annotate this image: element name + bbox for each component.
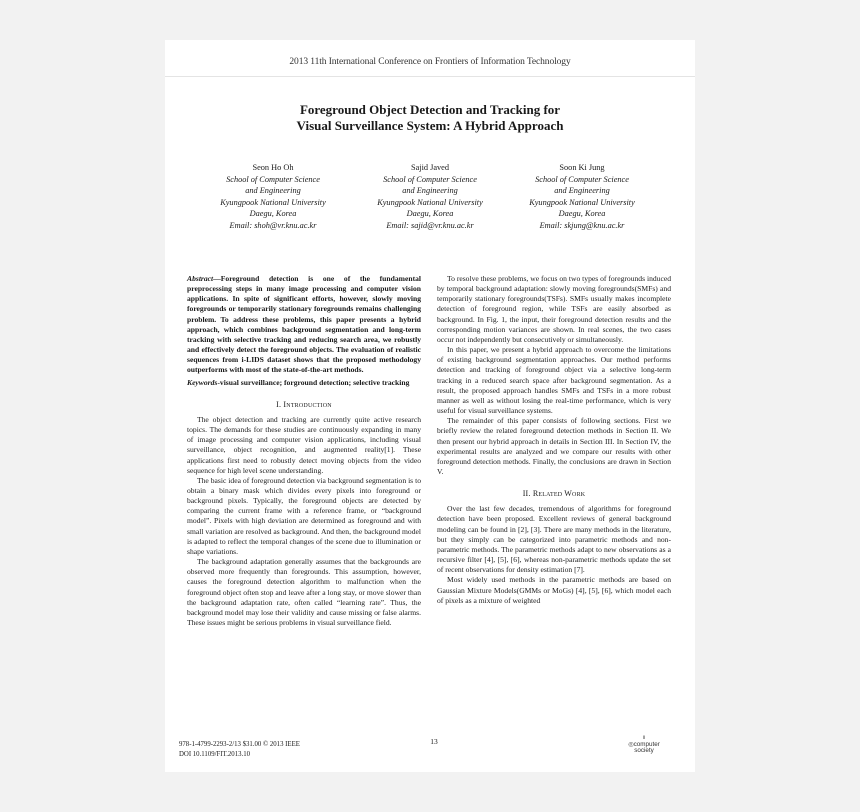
abstract-label: Abstract <box>187 274 214 283</box>
author-affiliation: Kyungpook National University <box>377 197 483 207</box>
author-location: Daegu, Korea <box>558 209 606 218</box>
footer-isbn: 978-1-4799-2293-2/13 $31.00 © 2013 IEEE <box>179 741 300 748</box>
logo-mark: ii <box>642 735 646 741</box>
author-affiliation: School of Computer Science <box>535 174 629 184</box>
author-affiliation: Kyungpook National University <box>529 197 635 207</box>
author-affiliation: and Engineering <box>402 186 458 195</box>
page-number: 13 <box>395 732 473 752</box>
author-name: Soon Ki Jung <box>559 163 605 172</box>
conference-header: 2013 11th International Conference on Frontiers of Information Technology <box>165 40 695 77</box>
paragraph: Over the last few decades, tremendous of algorithms for foreground detection have been proposed. Excellent reviews of general background modeling can be found in [2], [3]. There are many methods in the literature, but they simply can be categorized into parametric methods and non-parametric methods. The parametric methods adapt to new observations as a recursive filter [4], [5], [6], whereas non-parametric methods update the set of recent observations for density estimation [7]. <box>437 504 671 575</box>
logo-text: ◎computer <box>628 740 660 748</box>
paragraph: To resolve these problems, we focus on two types of foregrounds induced by temporal background adaptation: slowly moving foregrounds(SMFs) and temporarily stationary foregrounds(TSFs). SMFs usually makes incomplete detection of foreground region, while TSFs are easily absorbed as background. In Fig. 1, the input, their foreground detection results and the corresponding motion variances are shown. In real scenes, the two cases occur not independently but consecutively or simultaneously. <box>437 274 671 344</box>
logo-text: society <box>634 747 654 754</box>
author-email: Email: skjung@knu.ac.kr <box>539 220 625 230</box>
section-heading-related-work: II. Related Work <box>522 489 586 499</box>
paragraph: The basic idea of foreground detection via background segmentation is to obtain a binary mask which divides every pixels into foreground or background pixels. Typically, the foreground objects are detected by comparing the current frame with a reference frame, or “background model”. Pixels with high deviation are determined as foreground and with small variation are resolved as background. And then, the background model is adapted to reflect the temporal changes of the scene due to illumination or shape variations. <box>187 475 421 556</box>
footer-blank-box <box>556 732 606 762</box>
keywords-label: Keywords <box>187 377 218 387</box>
author-affiliation: Kyungpook National University <box>220 197 326 207</box>
author-affiliation: School of Computer Science <box>226 174 320 184</box>
computer-society-logo <box>619 732 669 762</box>
author-name: Sajid Javed <box>410 163 450 172</box>
section-heading-introduction: I. Introduction <box>276 399 332 409</box>
title-line-2: Visual Surveillance System: A Hybrid Approach <box>296 118 564 133</box>
author-location: Daegu, Korea <box>406 209 454 218</box>
footer-doi: DOI 10.1109/FIT.2013.10 <box>179 751 250 758</box>
paragraph: Most widely used methods in the parametric methods are based on Gaussian Mixture Models(GMMs or MoGs) [4], [5], [6], which model each of pixels as a mixture of weighted <box>437 575 671 605</box>
abstract-text: —Foreground detection is one of the fundamental preprocessing steps in many image processing and computer vision applications. In spite of significant efforts, however, slowly moving foregrounds or temporarily stationary foregrounds remains challenging problem. To address these problems, this paper presents a hybrid approach, which combines background segmentation and long-term tracking with selective tracking and reducing search area, we robustly and effectively detect the foreground objects. The evaluation of realistic sequences from i-LIDS dataset shows that the proposed methodology outperforms with most of the state-of-the-art methods. <box>187 274 421 375</box>
author-affiliation: and Engineering <box>554 186 610 195</box>
paragraph: The remainder of this paper consists of following sections. First we briefly review the related foreground detection methods in Section II. We then present our hybrid approach in details in Section III. In Section IV, the experimental results are analyzed and we compare our results with other foreground detection methods. Finally, the conclusions are drawn in Section V. <box>437 416 671 476</box>
footer-blank-box <box>493 732 541 762</box>
author-location: Daegu, Korea <box>249 209 297 218</box>
keywords-text: -visual surveillance; forground detection; selective tracking <box>217 377 410 387</box>
author-name: Seon Ho Oh <box>252 163 294 172</box>
title-line-1: Foreground Object Detection and Tracking for <box>299 102 561 117</box>
author-email: Email: sajid@vr.knu.ac.kr <box>386 220 474 230</box>
author-email: Email: shoh@vr.knu.ac.kr <box>229 220 317 230</box>
paragraph: In this paper, we present a hybrid approach to overcome the limitations of existing background segmentation approaches. Our method performs detection and tracking of foreground object via a selective long-term tracking in a reduced search space after background segmentation. As a result, the proposed approach handles SMFs and TSFs in a more robust manner as well as without losing the real-time performance, which is very useful for visual surveillance systems. <box>437 345 671 416</box>
paragraph: The background adaptation generally assumes that the backgrounds are observed more frequently than foregrounds. This assumption, however, causes the foreground detection algorithm to malfunction when the foreground object often stop and leave after a long stay, or move slower than the background adaptation rate, often called “learning rate”. Thus, the background model may lose their validity and cause missing or false alarms. These issues might be serious problems in visual surveillance field. <box>187 557 421 627</box>
author-affiliation: and Engineering <box>245 186 301 195</box>
footer-isbn-box <box>165 734 365 770</box>
page-footer <box>165 40 695 812</box>
paragraph: The object detection and tracking are currently quite active research topics. The demands for these studies are continuously expanding in many of image processing and computer vision applications, including visual surveillance, object recognition, and augmented reality[1]. These applications first need to robustly detect moving objects from the video sequence for high level scene understanding. <box>187 414 421 475</box>
author-affiliation: School of Computer Science <box>383 174 477 184</box>
